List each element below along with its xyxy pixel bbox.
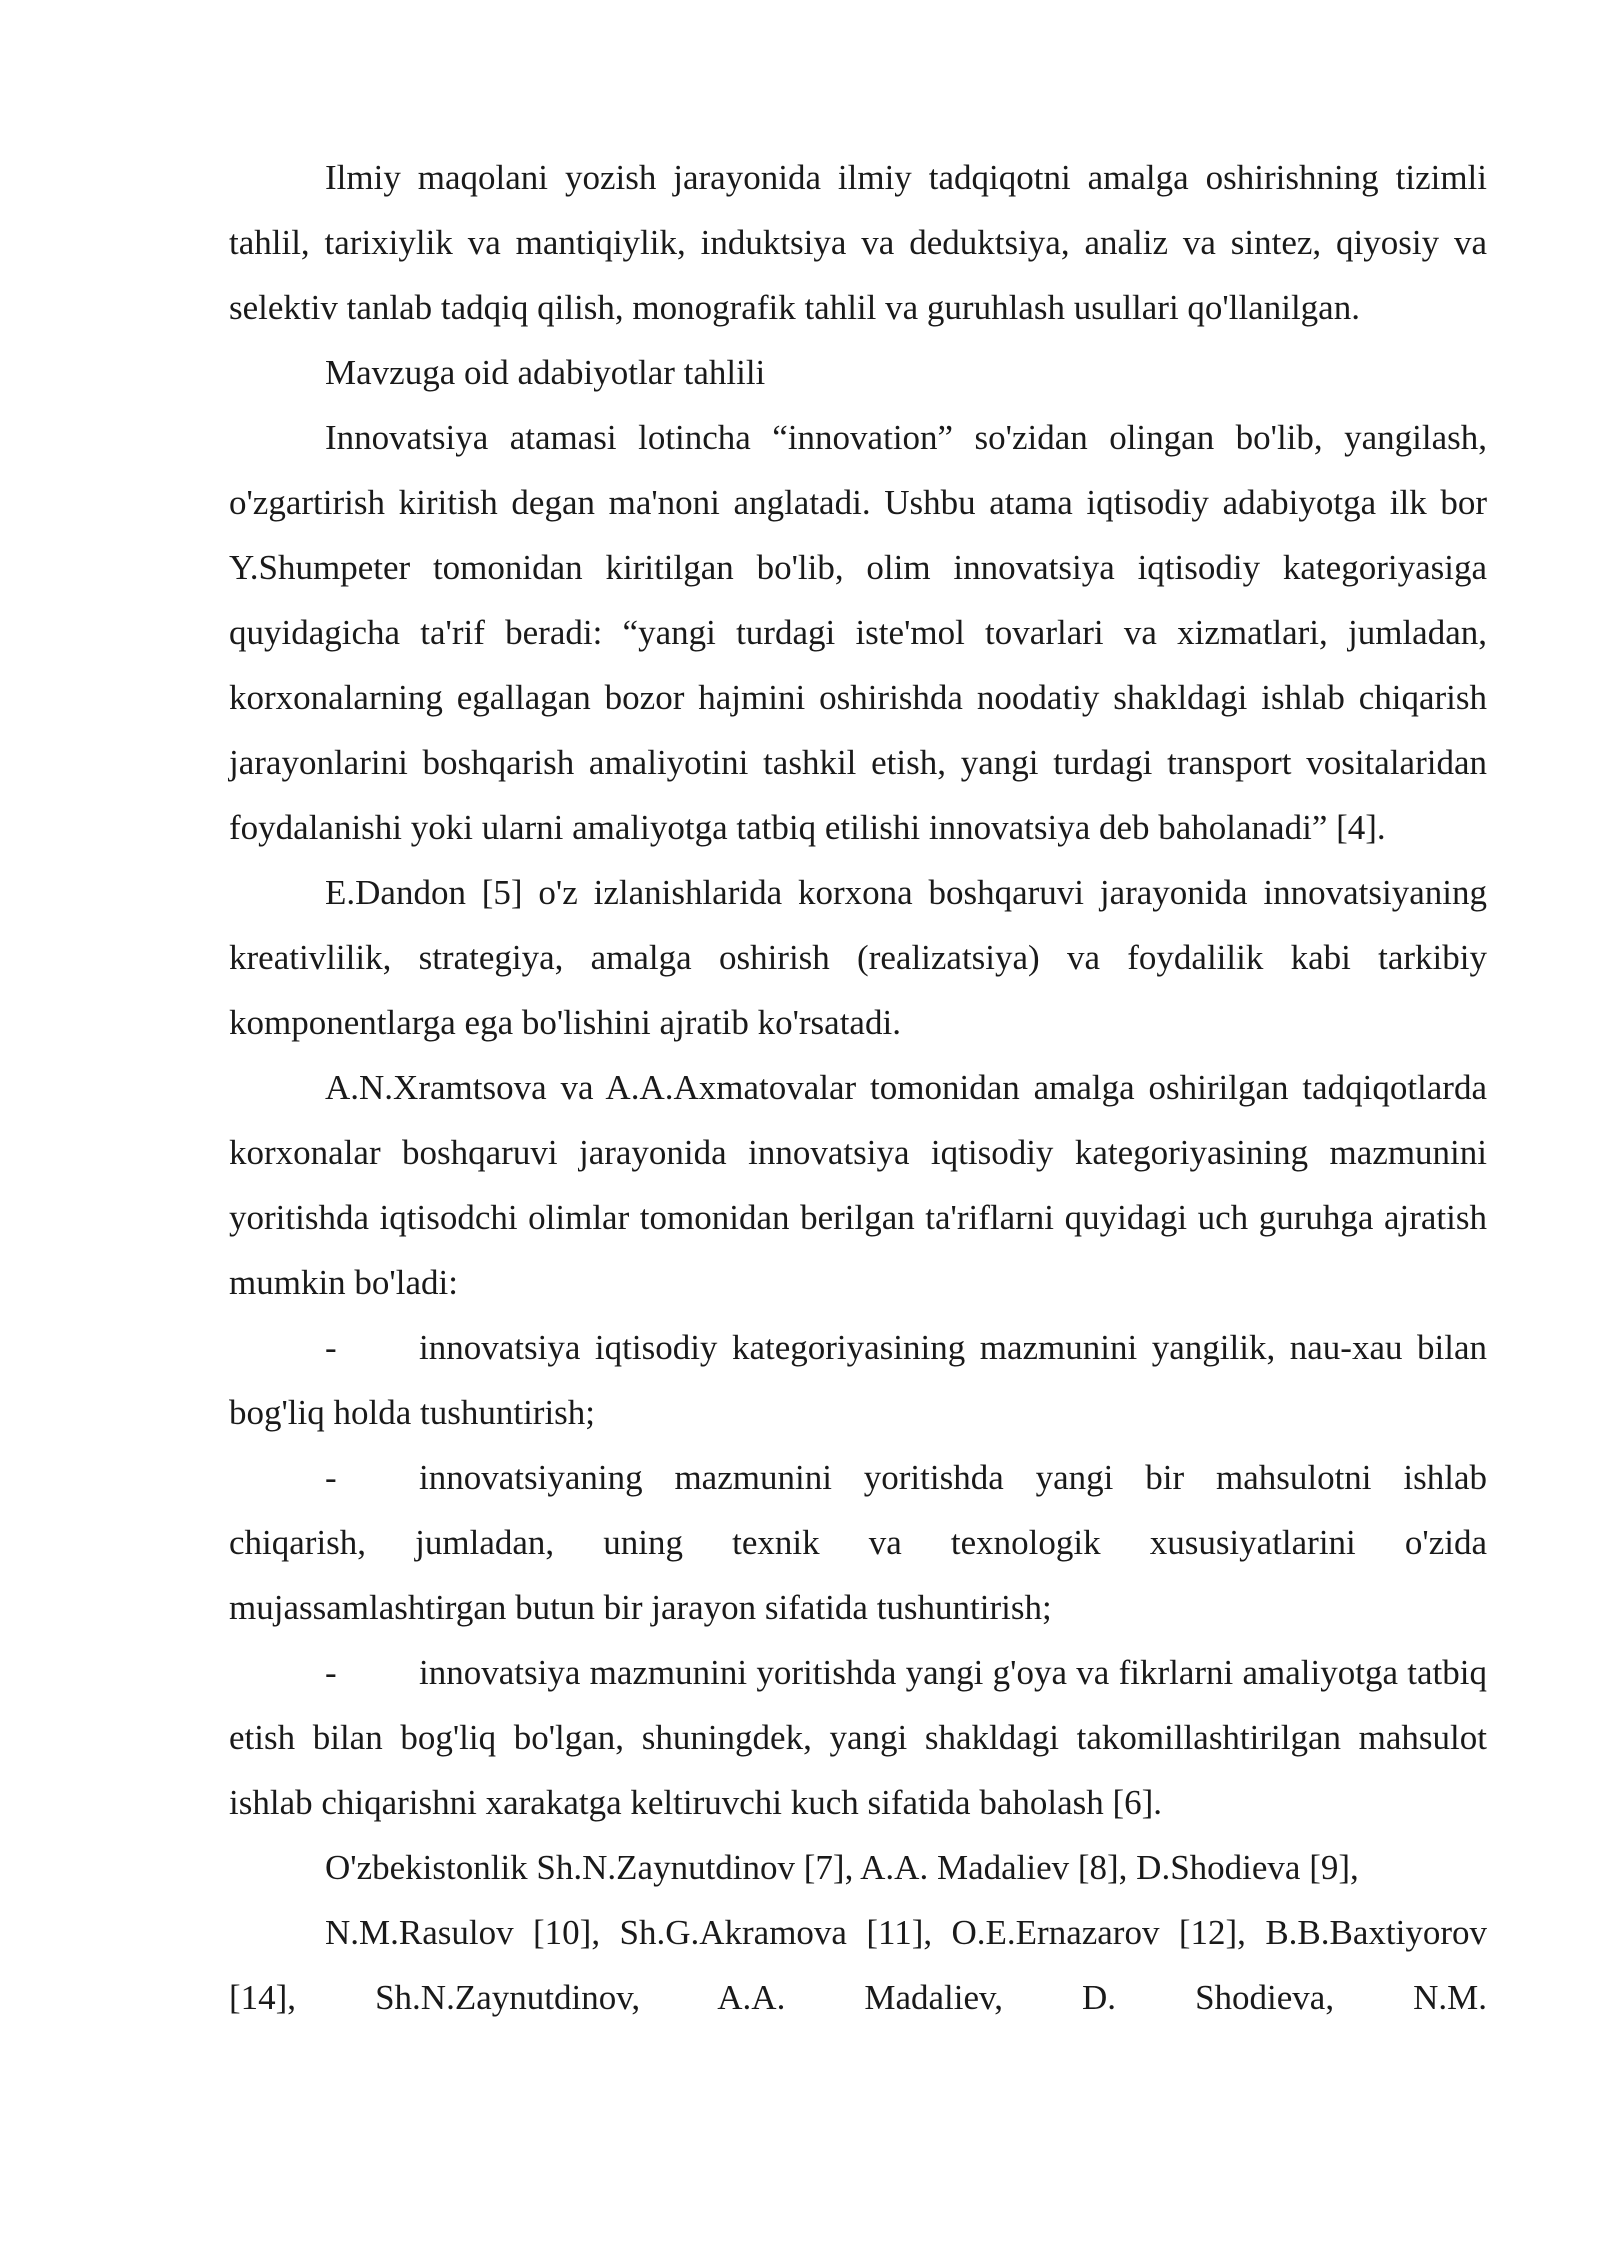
list-marker: - [325,1458,337,1497]
list-item-text: innovatsiyaning mazmunini yoritishda yangi bir mahsulotni ishlab chiqarish, jumladan, uning texnik va texnologik xususiyatlarini o'zida mujassamlashtirgan butun bir jarayon sifatida tushuntirish; [229,1458,1487,1627]
list-marker: - [325,1653,337,1692]
paragraph-xramtsova: A.N.Xramtsova va A.A.Axmatovalar tomonidan amalga oshirilgan tadqiqotlarda korxonalar boshqaruvi jarayonida innovatsiya iqtisodiy kategoriyasining mazmunini yoritishda iqtisodchi olimlar tomonidan berilgan ta'riflarni quyidagi uch guruhga ajratish mumkin bo'ladi: [229,1068,1487,1302]
paragraph-uzbek-scholars: O'zbekistonlik Sh.N.Zaynutdinov [7], A.A. Madaliev [8], D.Shodieva [9], [325,1848,1359,1887]
list-marker: - [325,1328,337,1367]
list-item [229,1640,1487,1835]
list-item [229,1445,1487,1640]
list-item-text: innovatsiya mazmunini yoritishda yangi g'oya va fikrlarni amaliyotga tatbiq etish bilan bog'liq bo'lgan, shuningdek, yangi shakldagi takomillashtirilgan mahsulot ishlab chiqarishni xarakatga keltiruvchi kuch sifatida baholash [6]. [229,1653,1487,1822]
paragraph-methods: Ilmiy maqolani yozish jarayonida ilmiy tadqiqotni amalga oshirishning tizimli tahlil, tarixiylik va mantiqiylik, induktsiya va deduktsiya, analiz va sintez, qiyosiy va selektiv tanlab tadqiq qilish, monografik tahlil va guruhlash usullari qo'llanilgan. [229,158,1487,327]
list-item [229,1315,1487,1445]
paragraph-innovation-definition: Innovatsiya atamasi lotincha “innovation” so'zidan olingan bo'lib, yangilash, o'zgartirish kiritish degan ma'noni anglatadi. Ushbu atama iqtisodiy adabiyotga ilk bor Y.Shumpeter tomonidan kiritilgan bo'lib, olim innovatsiya iqtisodiy kategoriyasiga quyidagicha ta'rif beradi: “yangi turdagi iste'mol tovarlari va xizmatlari, jumladan, korxonalarning egallagan bozor hajmini oshirishda noodatiy shakldagi ishlab chiqarish jarayonlarini boshqarish amaliyotini tashkil etish, yangi turdagi transport vositalaridan foydalanishi yoki ularni amaliyotga tatbiq etilishi innovatsiya deb baholanadi” [4]. [229,418,1487,847]
paragraph-scholar-list: N.M.Rasulov [10], Sh.G.Akramova [11], O.E.Ernazarov [12], B.B.Baxtiyorov [14], Sh.N.Zaynutdinov, A.A. Madaliev, D. Shodieva, N.M. [229,1913,1487,2017]
section-heading-literature-review: Mavzuga oid adabiyotlar tahlili [325,353,766,392]
paragraph-dandon: E.Dandon [5] o'z izlanishlarida korxona boshqaruvi jarayonida innovatsiyaning kreativlilik, strategiya, amalga oshirish (realizatsiya) va foydalilik kabi tarkibiy komponentlarga ega bo'lishini ajratib ko'rsatadi. [229,873,1487,1042]
list-item-text: innovatsiya iqtisodiy kategoriyasining mazmunini yangilik, nau-xau bilan bog'liq holda tushuntirish; [229,1328,1487,1432]
document-page [229,145,1487,2030]
